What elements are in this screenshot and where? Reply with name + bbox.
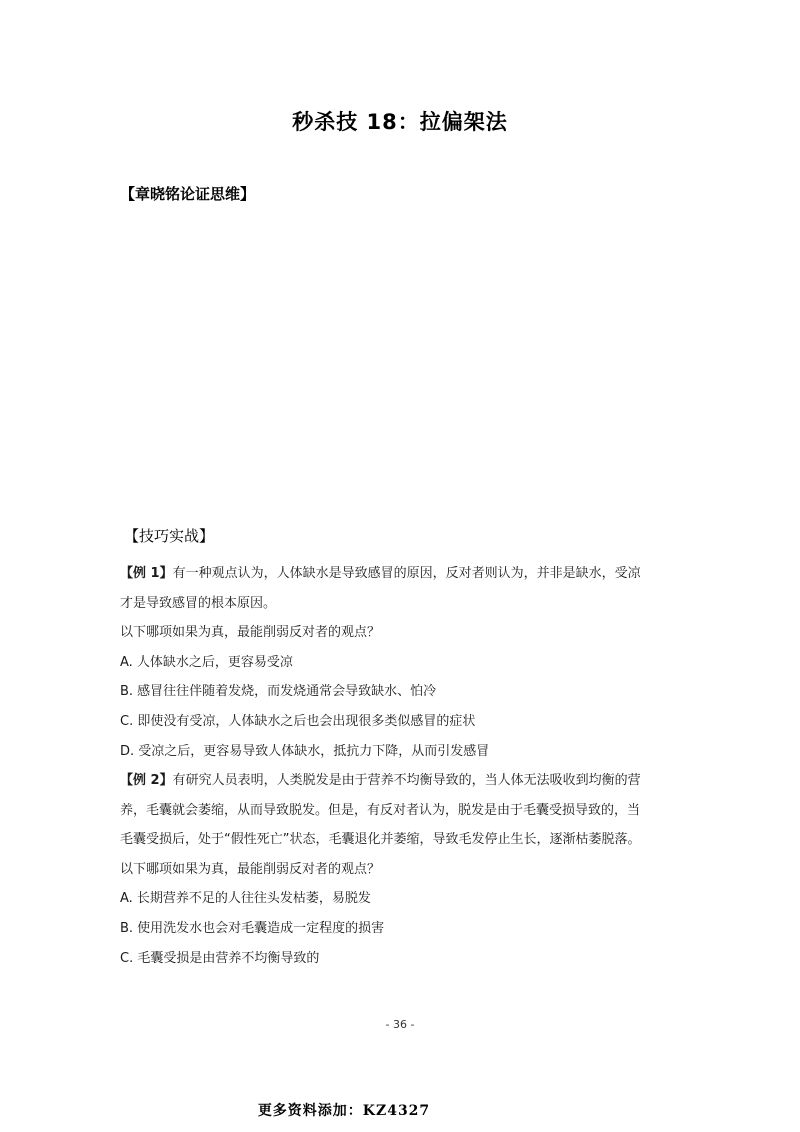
example-2-tag: 【例 2】 — [120, 773, 173, 788]
example-2-stem-line-3: 毛囊受损后，处于“假性死亡”状态，毛囊退化并萎缩，导致毛发停止生长，逐渐枯萎脱落。 — [120, 832, 641, 848]
example-2-stem-line-2: 养，毛囊就会萎缩，从而导致脱发。但是，有反对者认为，脱发是由于毛囊受损导致的，当 — [120, 802, 641, 818]
example-1-option-c: C. 即使没有受凉，人体缺水之后也会出现很多类似感冒的症状 — [120, 713, 476, 729]
example-1-stem-line-2: 才是导致感冒的根本原因。 — [120, 595, 277, 611]
page-number: - 36 - — [385, 1018, 415, 1031]
example-1-option-b: B. 感冒往往伴随着发烧，而发烧通常会导致缺水、怕冷 — [120, 684, 437, 700]
example-1-stem-line-1 — [120, 559, 680, 589]
example-2-question: 以下哪项如果为真，最能削弱反对者的观点？ — [120, 861, 381, 877]
page-title: 秒杀技 18：拉偏架法 — [292, 110, 508, 134]
section-heading-argument-thinking: 【章晓铭论证思维】 — [120, 185, 256, 203]
example-2-block — [120, 766, 680, 973]
example-2-option-a: A. 长期营养不足的人往往头发枯萎，易脱发 — [120, 891, 371, 907]
example-1-stem-text-1: 有一种观点认为，人体缺水是导致感冒的原因，反对者则认为，并非是缺水，受凉 — [172, 566, 641, 581]
example-1-option-d: D. 受凉之后，更容易导致人体缺水，抵抗力下降，从而引发感冒 — [120, 743, 490, 759]
example-2-option-b: B. 使用洗发水也会对毛囊造成一定程度的损害 — [120, 920, 385, 936]
example-2-option-c: C. 毛囊受损是由营养不均衡导致的 — [120, 950, 320, 966]
footer-contact-note: 更多资料添加：KZ4327 — [257, 1103, 431, 1119]
example-1-block — [120, 559, 680, 766]
example-2-stem-line-1 — [120, 766, 680, 796]
example-1-tag: 【例 1】 — [120, 566, 173, 581]
section-heading-practice: 【技巧实战】 — [124, 527, 215, 545]
example-1-question: 以下哪项如果为真，最能削弱反对者的观点？ — [120, 625, 381, 641]
example-2-stem-text-1: 有研究人员表明，人类脱发是由于营养不均衡导致的，当人体无法吸收到均衡的营 — [172, 773, 641, 788]
example-1-option-a: A. 人体缺水之后，更容易受凉 — [120, 654, 293, 670]
